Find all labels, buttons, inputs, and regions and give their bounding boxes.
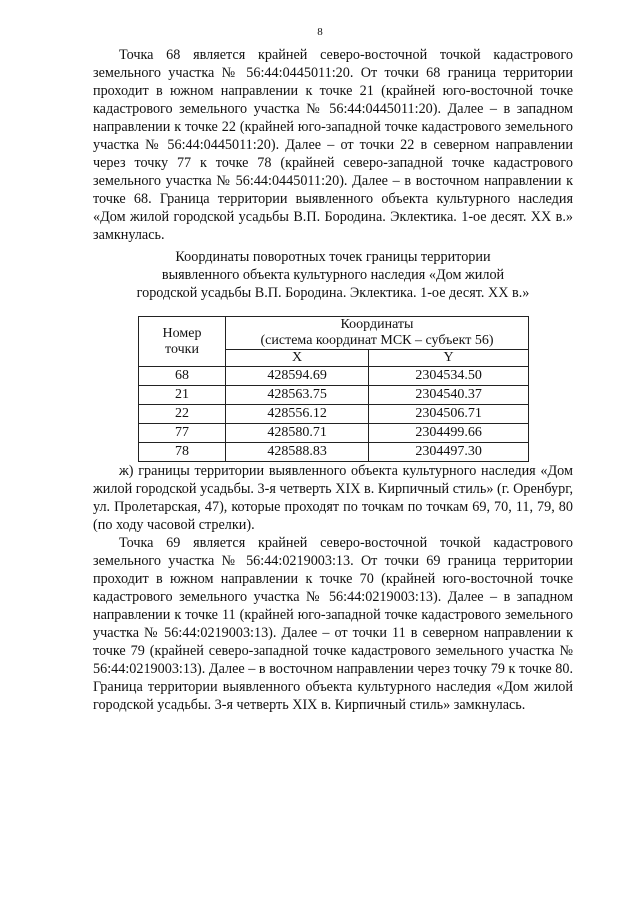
cell-x: 428556.12 [226, 405, 369, 424]
paragraph-boundary-69: Точка 69 является крайней северо-восточной точкой кадастрового земельного участка № 56:44:0219003:13. От точки 69 граница территории проходит в южном направлении к точке 70 (крайней юго-восточной точке кадастрового земельного участка № 56:44:0219003:13). Далее – в западном направлении к точке 11 (крайней юго-западной точке кадастрового земельного участка № 56:44:0219003:13). Далее – от точки 11 в северном направлении к точке 79 (крайней северо-западной точке кадастрового земельного участка № 56:44:0219003:13). Далее – в восточном направлении через точку 79 к точке 80. Граница территории выявленного объекта культурного наследия «Дом жилой городской усадьбы. 3-я четверть XIX в. Кирпичный стиль» замкнулась. [93, 535, 573, 713]
cell-point: 68 [139, 367, 226, 386]
table-row [139, 405, 529, 424]
table-row [139, 424, 529, 443]
cell-x: 428580.71 [226, 424, 369, 443]
header-coordinates [226, 317, 529, 350]
cell-point: 22 [139, 405, 226, 424]
cell-point: 78 [139, 443, 226, 462]
cell-x: 428588.83 [226, 443, 369, 462]
table-caption [93, 248, 573, 302]
header-point-line-1: Номер [162, 325, 202, 341]
cell-y: 2304497.30 [369, 443, 529, 462]
table-row [139, 386, 529, 405]
cell-y: 2304506.71 [369, 405, 529, 424]
header-x: X [226, 350, 369, 367]
cell-point: 21 [139, 386, 226, 405]
table-caption-line-3: городской усадьбы В.П. Бородина. Эклектика. 1-ое десят. XX в.» [136, 285, 530, 301]
table-caption-line-1: Координаты поворотных точек границы территории [175, 249, 491, 265]
body-text-top [93, 46, 573, 244]
table-row [139, 367, 529, 386]
cell-point: 77 [139, 424, 226, 443]
page-number: 8 [317, 26, 323, 38]
body-text-bottom [93, 462, 573, 714]
header-coords-line-2: (система координат МСК – субъект 56) [260, 333, 494, 348]
header-point-line-2: точки [165, 341, 199, 357]
cell-y: 2304499.66 [369, 424, 529, 443]
header-coords-line-1: Координаты [340, 317, 414, 332]
cell-x: 428563.75 [226, 386, 369, 405]
coordinates-table [138, 316, 529, 462]
cell-x: 428594.69 [226, 367, 369, 386]
table-caption-line-2: выявленного объекта культурного наследия «Дом жилой [161, 267, 505, 283]
table-row [139, 443, 529, 462]
cell-y: 2304534.50 [369, 367, 529, 386]
cell-y: 2304540.37 [369, 386, 529, 405]
header-point-number [139, 317, 226, 367]
paragraph-item-zh: ж) границы территории выявленного объекта культурного наследия «Дом жилой городской усадьбы. 3-я четверть XIX в. Кирпичный стиль» (г. Оренбург, ул. Пролетарская, 47), которые проходят по точкам по точкам 69, 70, 11, 79, 80 (по ходу часовой стрелки). [93, 463, 573, 533]
header-y: Y [369, 350, 529, 367]
paragraph-boundary-68: Точка 68 является крайней северо-восточной точкой кадастрового земельного участка № 56:44:0445011:20. От точки 68 граница территории проходит в южном направлении к точке 21 (крайней юго-восточной точке кадастрового земельного участка № 56:44:0445011:20). Далее – в западном направлении к точке 22 (крайней юго-западной точке кадастрового земельного участка № 56:44:0445011:20). Далее – от точки 22 в северном направлении через точку 77 к точке 78 (крайней северо-западной точке кадастрового земельного участка № 56:44:0445011:20). Далее – в восточном направлении к точке 68. Граница территории выявленного объекта культурного наследия «Дом жилой городской усадьбы В.П. Бородина. Эклектика. 1-ое десят. XX в.» замкнулась. [93, 47, 573, 243]
